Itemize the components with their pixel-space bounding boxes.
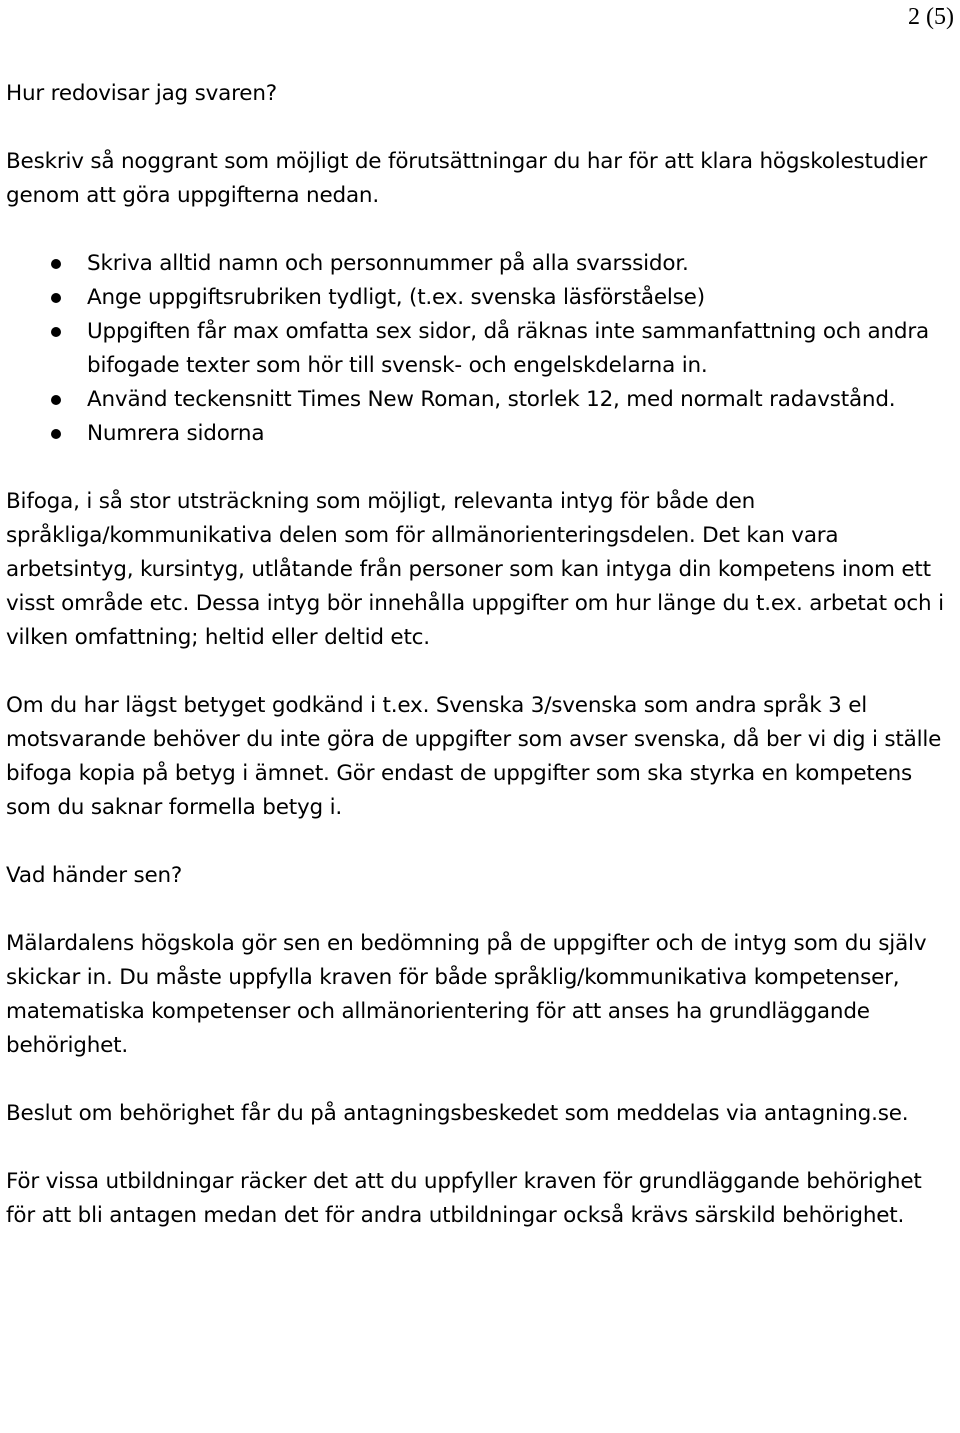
heading-what-happens-next: Vad händer sen? <box>6 863 183 888</box>
assessment-paragraph: Mälardalens högskola gör sen en bedömning på de uppgifter och de intyg som du själv skickar in. Du måste uppfylla kraven för både språklig/kommunikativa kompetenser, matematiska kompetenser och allmänorientering för att anses ha grundläggande behörighet. <box>6 931 927 1058</box>
instruction-item: Uppgiften får max omfatta sex sidor, då räknas inte sammanfattning och andra bifogade texter som hör till svensk- och engelskdelarna in. <box>6 315 946 383</box>
decision-paragraph: Beslut om behörighet får du på antagningsbeskedet som meddelas via antagning.se. <box>6 1101 909 1126</box>
intro-paragraph: Beskriv så noggrant som möjligt de förutsättningar du har för att klara högskolestudier genom att göra uppgifterna nedan. <box>6 149 928 208</box>
instruction-item: Använd teckensnitt Times New Roman, storlek 12, med normalt radavstånd. <box>6 383 946 417</box>
instruction-list <box>6 247 946 451</box>
document-body <box>6 77 946 1233</box>
heading-how-to-answer: Hur redovisar jag svaren? <box>6 81 277 106</box>
grades-paragraph: Om du har lägst betyget godkänd i t.ex. Svenska 3/svenska som andra språk 3 el motsvarande behöver du inte göra de uppgifter som avser svenska, då ber vi dig i ställe bifoga kopia på betyg i ämnet. Gör endast de uppgifter som ska styrka en kompetens som du saknar formella betyg i. <box>6 693 942 820</box>
instruction-item: Ange uppgiftsrubriken tydligt, (t.ex. svenska läsförståelse) <box>6 281 946 315</box>
page-number: 2 (5) <box>908 4 954 30</box>
certificates-paragraph: Bifoga, i så stor utsträckning som möjligt, relevanta intyg för både den språkliga/kommunikativa delen som för allmänorienteringsdelen. Det kan vara arbetsintyg, kursintyg, utlåtande från personer som kan intyga din kompetens inom ett visst område etc. Dessa intyg bör innehålla uppgifter om hur länge du t.ex. arbetat och i vilken omfattning; heltid eller deltid etc. <box>6 489 944 650</box>
instruction-item: Skriva alltid namn och personnummer på alla svarssidor. <box>6 247 946 281</box>
instruction-item: Numrera sidorna <box>6 417 946 451</box>
special-eligibility-paragraph: För vissa utbildningar räcker det att du uppfyller kraven för grundläggande behörighet för att bli antagen medan det för andra utbildningar också krävs särskild behörighet. <box>6 1169 922 1228</box>
